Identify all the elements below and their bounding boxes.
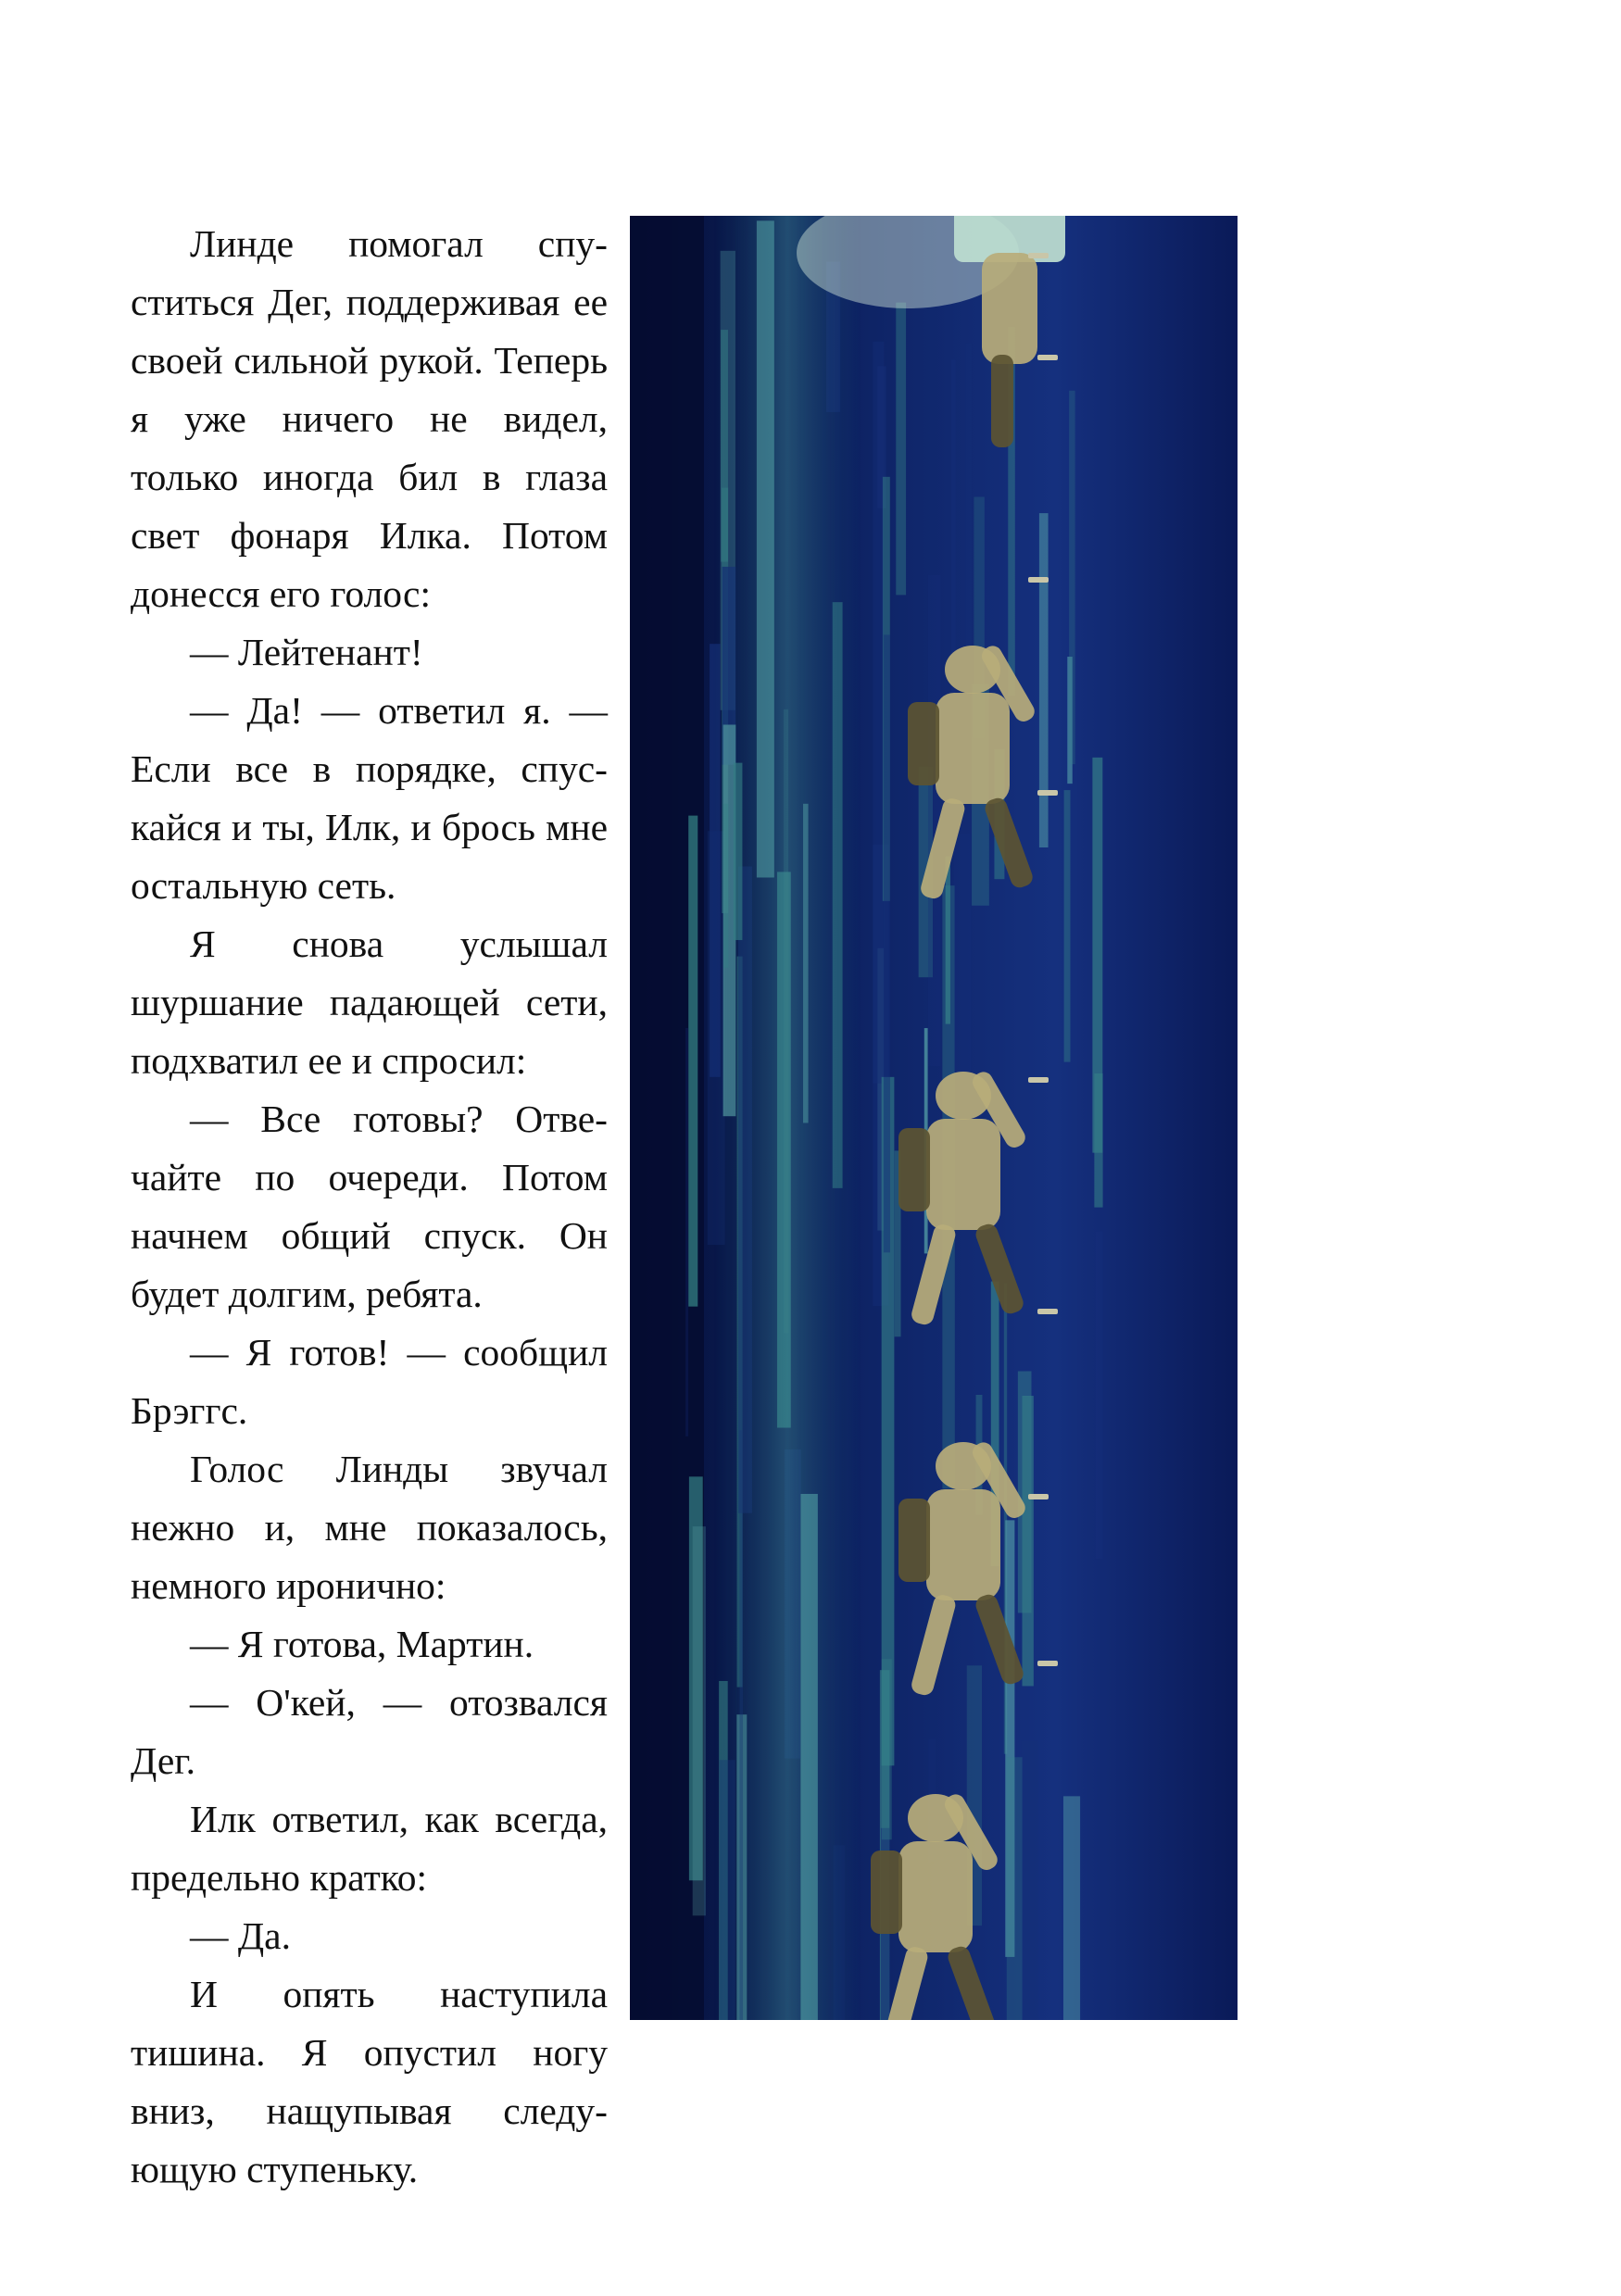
illustration-art bbox=[630, 216, 1238, 2020]
paragraph: И опять наступила тишина. Я опустил ногу вниз, нащупывая следующую ступеньку. bbox=[131, 1973, 608, 2190]
paragraph: Голос Линды звучал нежно и, мне показалось, немного иронично: bbox=[131, 1448, 608, 1607]
story-text-column bbox=[131, 215, 608, 2199]
climbers-illustration bbox=[630, 216, 1238, 2020]
piton-icon bbox=[1028, 1077, 1049, 1083]
piton-icon bbox=[1037, 1661, 1058, 1666]
paragraph: — Все готовы? Отвечайте по очереди. Потом начнем общий спуск. Он будет долгим, ребята. bbox=[131, 1098, 608, 1315]
paragraph: Я снова услышал шуршание падающей сети, подхватил ее и спросил: bbox=[131, 922, 608, 1082]
piton-icon bbox=[1037, 355, 1058, 360]
piton-icon bbox=[1028, 577, 1049, 583]
paragraph: Илк ответил, как всегда, предельно кратко: bbox=[131, 1798, 608, 1899]
piton-icon bbox=[1028, 1494, 1049, 1499]
piton-icon bbox=[1028, 253, 1049, 258]
paragraph: — Лейтенант! bbox=[190, 631, 423, 673]
paragraph: — Я готов! — сообщил Брэггс. bbox=[131, 1331, 608, 1432]
paragraph: Линде помогал спуститься Дег, поддерживая ее своей сильной рукой. Теперь я уже ничего не видел, только иногда бил в глаза свет фонаря Илка. Потом донесся его голос: bbox=[131, 222, 608, 615]
piton-icon bbox=[1037, 1309, 1058, 1314]
paragraph: — Я готова, Мартин. bbox=[190, 1623, 534, 1665]
paragraph: — О'кей, — отозвался Дег. bbox=[131, 1681, 608, 1782]
paragraph: — Да. bbox=[190, 1914, 291, 1957]
paragraph: — Да! — ответил я. — Если все в порядке, спускайся и ты, Илк, и брось мне остальную сеть. bbox=[131, 689, 608, 907]
piton-icon bbox=[1037, 790, 1058, 796]
